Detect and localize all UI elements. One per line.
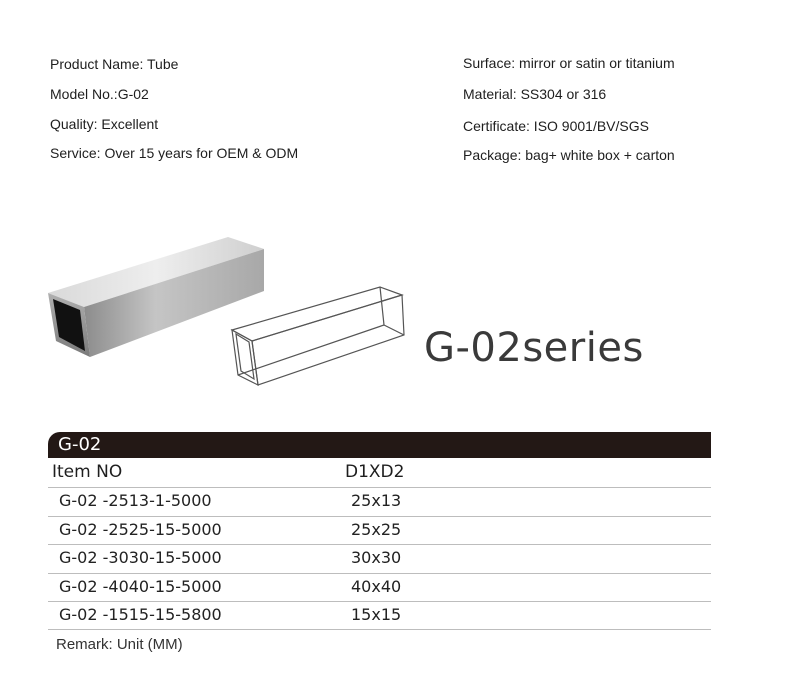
tube-product-image	[40, 225, 420, 395]
column-header-size: D1XD2	[345, 462, 405, 482]
cell-item-no: G-02 -3030-15-5000	[59, 548, 222, 567]
spec-model-no: Model No.:G-02	[50, 86, 149, 102]
cell-item-no: G-02 -4040-15-5000	[59, 577, 222, 596]
cell-item-no: G-02 -2525-15-5000	[59, 520, 222, 539]
row-divider	[48, 573, 711, 574]
series-title: G-02series	[424, 325, 644, 371]
cell-item-no: G-02 -1515-15-5800	[59, 605, 222, 624]
column-header-item-no: Item NO	[52, 462, 123, 482]
spec-product-name: Product Name: Tube	[50, 56, 179, 72]
cell-size: 40x40	[351, 577, 402, 596]
cell-size: 25x13	[351, 491, 402, 510]
cell-item-no: G-02 -2513-1-5000	[59, 491, 212, 510]
remark-unit: Remark: Unit (MM)	[56, 636, 183, 653]
spec-service: Service: Over 15 years for OEM & ODM	[50, 145, 299, 161]
row-divider	[48, 601, 711, 602]
spec-surface: Surface: mirror or satin or titanium	[463, 55, 675, 71]
spec-quality: Quality: Excellent	[50, 116, 159, 132]
spec-certificate: Certificate: ISO 9001/BV/SGS	[463, 118, 649, 134]
row-divider	[48, 629, 711, 630]
spec-package: Package: bag+ white box + carton	[463, 147, 675, 163]
row-divider	[48, 487, 711, 488]
spec-material: Material: SS304 or 316	[463, 86, 607, 102]
cell-size: 30x30	[351, 548, 402, 567]
row-divider	[48, 544, 711, 545]
cell-size: 25x25	[351, 520, 402, 539]
tube-outline-drawing	[232, 287, 404, 385]
table-header-label: G-02	[58, 434, 102, 455]
table-header-bar	[48, 432, 711, 458]
cell-size: 15x15	[351, 605, 402, 624]
row-divider	[48, 516, 711, 517]
